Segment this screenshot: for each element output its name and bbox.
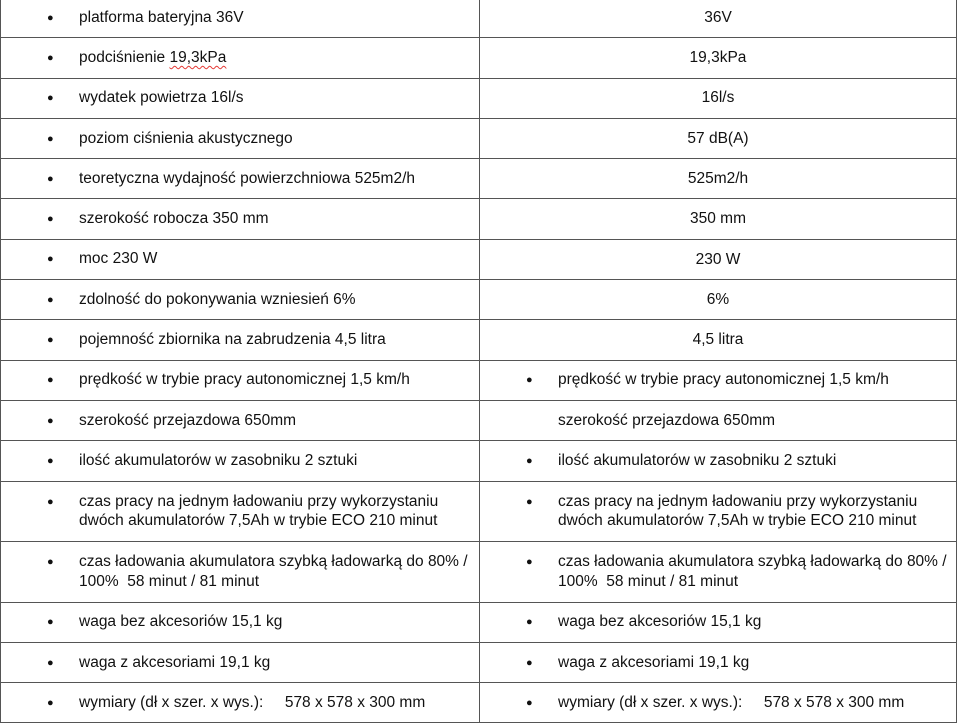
cell-text: zdolność do pokonywania wzniesień 6% bbox=[79, 290, 356, 308]
table-row bbox=[1, 602, 957, 642]
cell-text: 350 mm bbox=[690, 210, 746, 228]
table-row bbox=[1, 642, 957, 682]
table-row bbox=[1, 239, 957, 279]
table-cell-left[interactable] bbox=[1, 239, 480, 279]
bullet-icon: ● bbox=[47, 616, 54, 629]
table-cell-left[interactable] bbox=[1, 159, 480, 199]
cell-text: prędkość w trybie pracy autonomicznej 1,5 km/h bbox=[79, 371, 410, 389]
spellcheck-flagged-word: 19,3kPa bbox=[169, 48, 227, 66]
cell-text: wymiary (dł x szer. x wys.): 578 x 578 x 300 mm bbox=[79, 693, 426, 711]
cell-text: szerokość przejazdowa 650mm bbox=[79, 411, 297, 429]
table-row bbox=[1, 78, 957, 118]
cell-text: czas pracy na jednym ładowaniu przy wykorzystaniu dwóch akumulatorów 7,5Ah w trybie ECO 210 minut bbox=[558, 492, 922, 530]
bullet-icon: ● bbox=[526, 656, 533, 669]
bullet-icon: ● bbox=[47, 172, 54, 185]
cell-text-prefix: podciśnienie bbox=[79, 48, 170, 66]
cell-text: czas ładowania akumulatora szybką ładowarką do 80% / 100% 58 minut / 81 minut bbox=[79, 553, 472, 590]
bullet-icon: ● bbox=[526, 556, 533, 569]
table-cell-right[interactable] bbox=[480, 78, 957, 118]
table-row bbox=[1, 38, 957, 78]
cell-text: 19,3kPa bbox=[689, 49, 747, 67]
table-cell-right[interactable] bbox=[480, 280, 957, 320]
cell-text: waga z akcesoriami 19,1 kg bbox=[558, 653, 750, 671]
table-cell-right[interactable] bbox=[480, 239, 957, 279]
bullet-icon: ● bbox=[526, 616, 533, 629]
table-row bbox=[1, 400, 957, 440]
cell-text: 525m2/h bbox=[687, 170, 749, 188]
table-row bbox=[1, 320, 957, 360]
bullet-icon: ● bbox=[47, 92, 54, 105]
table-cell-left[interactable] bbox=[1, 542, 480, 603]
cell-text: 4,5 litra bbox=[692, 331, 744, 349]
cell-text: szerokość przejazdowa 650mm bbox=[558, 411, 776, 429]
bullet-icon: ● bbox=[526, 495, 533, 508]
bullet-icon: ● bbox=[47, 11, 54, 24]
table-cell-right[interactable] bbox=[480, 38, 957, 78]
table-cell-left[interactable] bbox=[1, 0, 480, 38]
cell-text: wydatek powietrza 16l/s bbox=[79, 89, 244, 107]
table-cell-left[interactable] bbox=[1, 280, 480, 320]
table-cell-left[interactable] bbox=[1, 481, 480, 542]
bullet-icon: ● bbox=[47, 414, 54, 427]
cell-text bbox=[79, 48, 226, 68]
table-cell-left[interactable] bbox=[1, 400, 480, 440]
bullet-icon: ● bbox=[47, 556, 54, 569]
bullet-icon: ● bbox=[47, 374, 54, 387]
cell-text: wymiary (dł x szer. x wys.): 578 x 578 x 300 mm bbox=[558, 693, 905, 711]
cell-text: 36V bbox=[704, 8, 732, 26]
table-row bbox=[1, 118, 957, 158]
cell-text: 16l/s bbox=[701, 89, 735, 107]
cell-text: czas ładowania akumulatora szybką ładowarką do 80% / 100% 58 minut / 81 minut bbox=[558, 553, 951, 590]
table-row bbox=[1, 481, 957, 542]
cell-text: moc 230 W bbox=[79, 250, 158, 268]
cell-text: 6% bbox=[706, 290, 730, 308]
table-cell-right[interactable] bbox=[480, 320, 957, 360]
cell-text: waga bez akcesoriów 15,1 kg bbox=[558, 613, 762, 631]
table-cell-left[interactable] bbox=[1, 642, 480, 682]
table-row bbox=[1, 542, 957, 603]
bullet-icon: ● bbox=[47, 656, 54, 669]
bullet-icon: ● bbox=[526, 374, 533, 387]
table-cell-left[interactable] bbox=[1, 683, 480, 723]
cell-text: teoretyczna wydajność powierzchniowa 525m2/h bbox=[79, 169, 416, 187]
cell-text: czas pracy na jednym ładowaniu przy wykorzystaniu dwóch akumulatorów 7,5Ah w trybie ECO 210 minut bbox=[79, 492, 443, 530]
bullet-icon: ● bbox=[47, 213, 54, 226]
table-cell-right[interactable] bbox=[480, 0, 957, 38]
table-cell-left[interactable] bbox=[1, 602, 480, 642]
table-row bbox=[1, 199, 957, 239]
bullet-icon: ● bbox=[47, 454, 54, 467]
table-cell-left[interactable] bbox=[1, 78, 480, 118]
cell-text: 230 W bbox=[695, 250, 741, 268]
cell-text: platforma bateryjna 36V bbox=[79, 8, 244, 26]
cell-text: prędkość w trybie pracy autonomicznej 1,5 km/h bbox=[558, 371, 889, 389]
bullet-icon: ● bbox=[47, 51, 54, 64]
table-cell-left[interactable] bbox=[1, 38, 480, 78]
bullet-icon: ● bbox=[47, 132, 54, 145]
table-cell-right[interactable] bbox=[480, 159, 957, 199]
table-row bbox=[1, 0, 957, 38]
table-cell-right[interactable] bbox=[480, 683, 957, 723]
bullet-icon: ● bbox=[47, 696, 54, 709]
cell-text: pojemność zbiornika na zabrudzenia 4,5 litra bbox=[79, 331, 386, 349]
table-row bbox=[1, 360, 957, 400]
bullet-icon: ● bbox=[526, 696, 533, 709]
bullet-icon: ● bbox=[526, 454, 533, 467]
cell-text: waga bez akcesoriów 15,1 kg bbox=[79, 613, 283, 631]
table-cell-left[interactable] bbox=[1, 199, 480, 239]
table-cell-right[interactable] bbox=[480, 441, 957, 481]
cell-text: szerokość robocza 350 mm bbox=[79, 210, 269, 228]
table-cell-left[interactable] bbox=[1, 320, 480, 360]
cell-text: ilość akumulatorów w zasobniku 2 sztuki bbox=[79, 451, 358, 469]
table-cell-left[interactable] bbox=[1, 360, 480, 400]
table-cell-left[interactable] bbox=[1, 441, 480, 481]
bullet-icon: ● bbox=[47, 334, 54, 347]
table-row bbox=[1, 683, 957, 723]
cell-text: 57 dB(A) bbox=[687, 129, 749, 147]
table-cell-right[interactable] bbox=[480, 481, 957, 542]
table-row bbox=[1, 280, 957, 320]
table-cell-right[interactable] bbox=[480, 118, 957, 158]
table-row bbox=[1, 441, 957, 481]
table-cell-right[interactable] bbox=[480, 360, 957, 400]
bullet-icon: ● bbox=[47, 253, 54, 266]
cell-text: poziom ciśnienia akustycznego bbox=[79, 129, 293, 147]
table-cell-right[interactable] bbox=[480, 602, 957, 642]
table-cell-right[interactable] bbox=[480, 642, 957, 682]
table-cell-right[interactable] bbox=[480, 542, 957, 603]
table-cell-right[interactable] bbox=[480, 400, 957, 440]
table-cell-right[interactable] bbox=[480, 199, 957, 239]
cell-text: waga z akcesoriami 19,1 kg bbox=[79, 653, 271, 671]
cell-text: ilość akumulatorów w zasobniku 2 sztuki bbox=[558, 451, 837, 469]
bullet-icon: ● bbox=[47, 293, 54, 306]
table-cell-left[interactable] bbox=[1, 118, 480, 158]
bullet-icon: ● bbox=[47, 495, 54, 508]
table-row bbox=[1, 159, 957, 199]
